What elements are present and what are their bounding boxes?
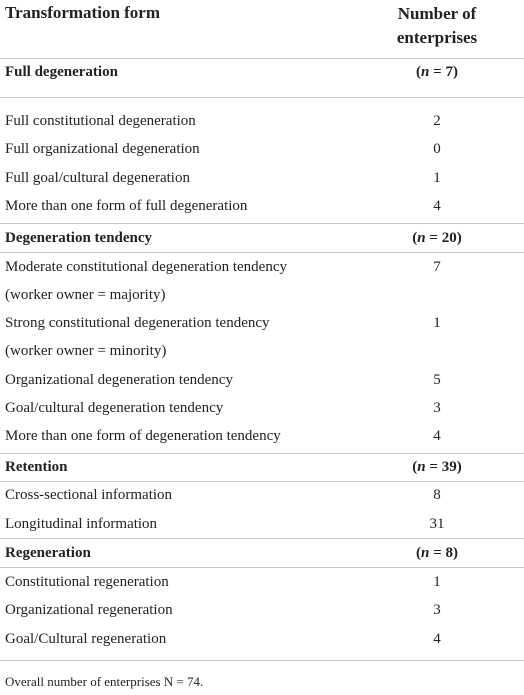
table-row [0,253,524,309]
table-row [0,366,524,394]
row-label: Constitutional regeneration [5,574,169,590]
table-row [0,422,524,450]
row-count: 4 [433,631,441,647]
table-row [0,481,524,509]
row-label: Goal/cultural degeneration tendency [5,400,224,416]
section-header-regeneration [0,539,524,567]
header-count-line2: enterprises [396,28,478,47]
section-title: Full degeneration [5,64,118,80]
table-row [0,107,524,135]
row-count: 8 [433,487,441,503]
row-count: 2 [433,113,441,129]
table-row [0,568,524,596]
table-header [0,0,524,58]
section-title: Degeneration tendency [5,230,153,246]
row-count: 1 [433,574,441,590]
table-row [0,625,524,653]
table-row [0,510,524,538]
row-count: 4 [433,428,441,444]
row-label: More than one form of full degeneration [5,198,248,214]
table-row [0,309,524,365]
divider [0,97,524,98]
row-label: Moderate constitutional degeneration tendency [5,259,287,275]
section-title: Retention [5,459,68,475]
table-row [0,394,524,422]
divider [0,660,524,661]
table-row [0,192,524,220]
row-label: Cross-sectional information [5,487,173,503]
row-label: Full goal/cultural degeneration [5,170,190,186]
section-n: (n = 8) [416,545,458,561]
table-row [0,596,524,624]
section-header-retention [0,453,524,481]
row-count: 31 [429,516,445,532]
row-count: 5 [433,372,441,388]
section-title: Regeneration [5,545,91,561]
header-count-line1: Number of [397,4,477,23]
section-n: (n = 39) [412,459,462,475]
row-label: Organizational regeneration [5,602,173,618]
section-n: (n = 7) [416,64,458,80]
row-count: 3 [433,602,441,618]
row-label: Full organizational degeneration [5,141,200,157]
row-label-continued: (worker owner = majority) [5,287,166,303]
row-count: 0 [433,141,441,157]
header-number-of-enterprises [372,2,502,50]
row-label: Longitudinal information [5,516,158,532]
section-n: (n = 20) [412,230,462,246]
row-count: 1 [433,170,441,186]
section-header-full-degeneration [0,58,524,86]
row-label: Organizational degeneration tendency [5,372,233,388]
table-row [0,164,524,192]
table-footnote: Overall number of enterprises N = 74. [5,674,204,689]
row-label: More than one form of degeneration tendency [5,428,281,444]
section-header-degeneration-tendency [0,224,524,252]
row-label: Strong constitutional degeneration tendency [5,315,270,331]
row-label: Full constitutional degeneration [5,113,196,129]
row-label: Goal/Cultural regeneration [5,631,167,647]
row-count: 1 [433,315,441,331]
row-count: 4 [433,198,441,214]
row-count: 3 [433,400,441,416]
row-count: 7 [433,259,441,275]
row-label-continued: (worker owner = minority) [5,343,167,359]
table-row [0,135,524,163]
header-transformation-form: Transformation form [5,3,161,22]
